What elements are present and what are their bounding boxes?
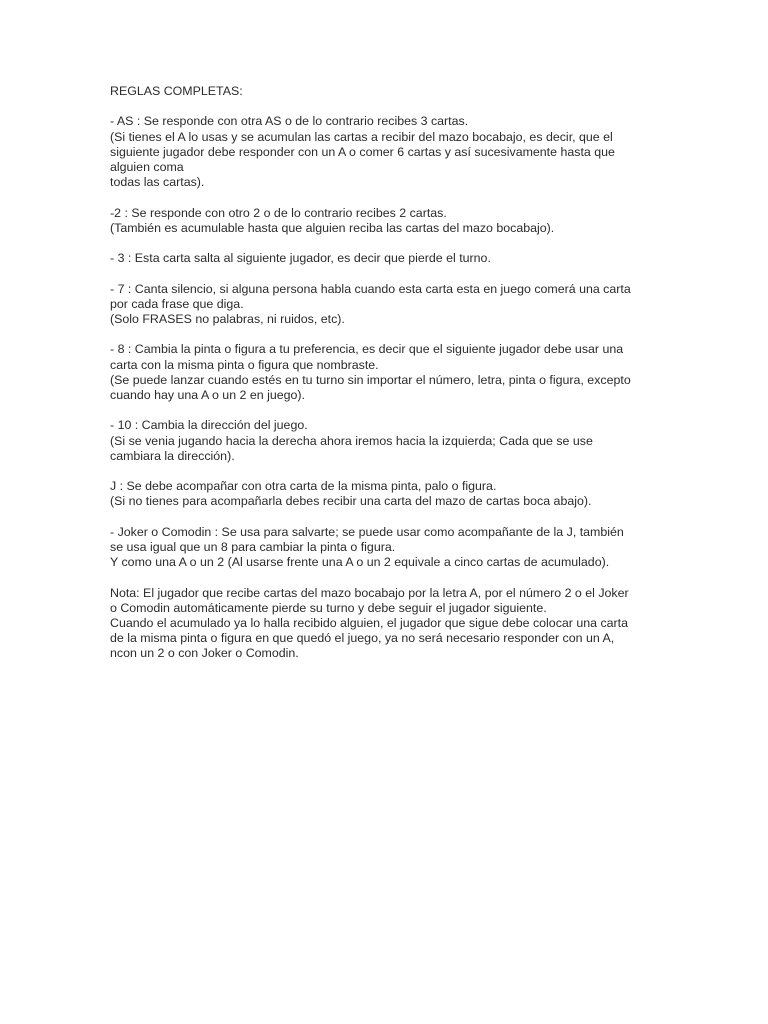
- rule-line: (Se puede lanzar cuando estés en tu turno sin importar el número, letra, pinta o figura, excepto: [110, 372, 631, 387]
- rule-line: o Comodin automáticamente pierde su turno y debe seguir el jugador siguiente.: [110, 600, 547, 615]
- rule-line: todas las cartas).: [110, 175, 205, 190]
- rule-line: siguiente jugador debe responder con un A o comer 6 cartas y así sucesivamente hasta que: [110, 144, 615, 159]
- rule-paragraph: [110, 251, 658, 266]
- rule-line: (Si tienes el A lo usas y se acumulan las cartas a recibir del mazo bocabajo, es decir, que el: [110, 129, 613, 144]
- rule-line: (Solo FRASES no palabras, ni ruidos, etc).: [110, 311, 345, 326]
- rule-line: cambiara la dirección).: [110, 448, 235, 463]
- rule-paragraph: [110, 586, 658, 662]
- rule-line: -2 : Se responde con otro 2 o de lo contrario recibes 2 cartas.: [110, 205, 447, 220]
- rule-line: (También es acumulable hasta que alguien reciba las cartas del mazo bocabajo).: [110, 220, 555, 235]
- rule-line: - Joker o Comodin : Se usa para salvarte; se puede usar como acompañante de la J, también: [110, 524, 624, 539]
- rule-line: por cada frase que diga.: [110, 296, 244, 311]
- rule-line: de la misma pinta o figura en que quedó el juego, ya no será necesario responder con un A,: [110, 631, 615, 646]
- rule-line: Cuando el acumulado ya lo halla recibido alguien, el jugador que sigue debe colocar una carta: [110, 615, 629, 630]
- rule-line: cuando hay una A o un 2 en juego).: [110, 387, 305, 402]
- rule-line: - 8 : Cambia la pinta o figura a tu preferencia, es decir que el siguiente jugador debe usar una: [110, 342, 624, 357]
- document-body: [110, 84, 658, 677]
- rule-paragraph: [110, 479, 658, 509]
- rule-line: - 7 : Canta silencio, si alguna persona habla cuando esta carta esta en juego comerá una carta: [110, 281, 631, 296]
- document-title: [110, 84, 658, 99]
- rule-line: alguien coma: [110, 160, 184, 174]
- rule-line: - 10 : Cambia la dirección del juego.: [110, 418, 308, 433]
- rule-line: - 3 : Esta carta salta al siguiente jugador, es decir que pierde el turno.: [110, 251, 491, 266]
- rule-line: se usa igual que un 8 para cambiar la pinta o figura.: [110, 539, 396, 554]
- rule-line: J : Se debe acompañar con otra carta de la misma pinta, palo o figura.: [110, 479, 497, 494]
- rule-paragraph: [110, 525, 658, 571]
- rule-paragraph: [110, 206, 658, 236]
- rules-sections: [110, 114, 658, 661]
- rule-line: carta con la misma pinta o figura que nombraste.: [110, 357, 379, 372]
- rule-line: Y como una A o un 2 (Al usarse frente una A o un 2 equivale a cinco cartas de acumulado).: [110, 555, 610, 570]
- rule-paragraph: [110, 342, 658, 403]
- rule-paragraph: [110, 282, 658, 328]
- rule-line: ncon un 2 o con Joker o Comodin.: [110, 646, 299, 661]
- rule-line: (Si no tienes para acompañarla debes recibir una carta del mazo de cartas boca abajo).: [110, 494, 592, 509]
- rule-line: - AS : Se responde con otra AS o de lo contrario recibes 3 cartas.: [110, 114, 469, 129]
- title-line: REGLAS COMPLETAS:: [110, 84, 243, 98]
- rule-line: Nota: El jugador que recibe cartas del mazo bocabajo por la letra A, por el número 2 o el Joker: [110, 585, 629, 600]
- rule-paragraph: [110, 418, 658, 464]
- rule-line: (Si se venia jugando hacia la derecha ahora iremos hacia la izquierda; Cada que se use: [110, 433, 593, 448]
- rule-paragraph: [110, 114, 658, 190]
